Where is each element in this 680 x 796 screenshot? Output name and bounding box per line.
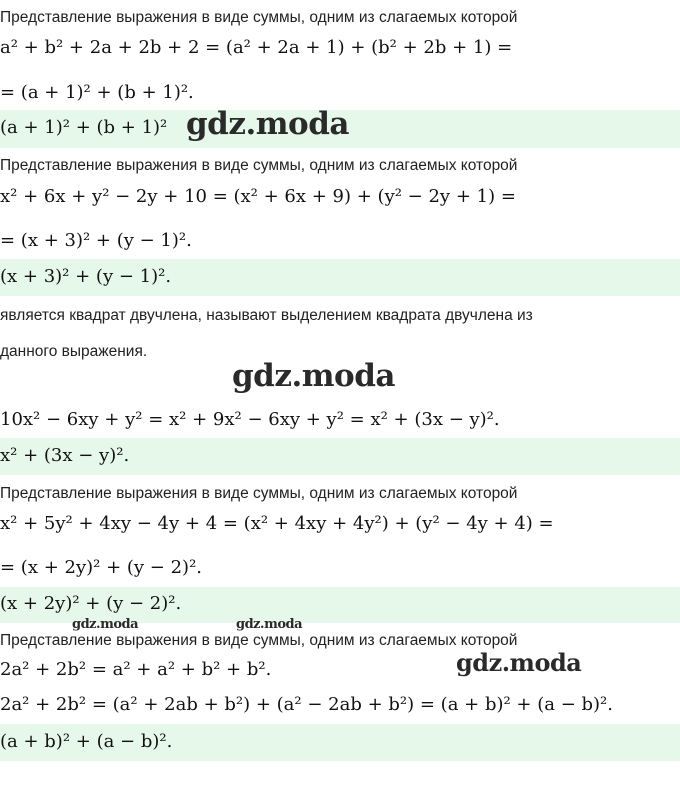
answer-text: (a + b)² + (a − b)².: [0, 731, 173, 752]
equation-line: = (a + 1)² + (b + 1)².: [0, 82, 194, 103]
definition-text: является квадрат двучлена, называют выделением квадрата двучлена из: [0, 307, 533, 324]
answer-text: (x + 2y)² + (y − 2)².: [0, 593, 182, 614]
equation-line: 10x² − 6xy + y² = x² + 9x² − 6xy + y² = x² + (3x − y)².: [0, 409, 500, 430]
answer-text: (x + 3)² + (y − 1)².: [0, 266, 172, 287]
watermark: gdz.moda: [232, 358, 395, 394]
equation-line: 2a² + 2b² = (a² + 2ab + b²) + (a² − 2ab + b²) = (a + b)² + (a − b)².: [0, 694, 613, 715]
equation-line: = (x + 3)² + (y − 1)².: [0, 230, 192, 251]
equation-line: x² + 6x + y² − 2y + 10 = (x² + 6x + 9) + (y² − 2y + 1) =: [0, 186, 516, 207]
intro-text: Представление выражения в виде суммы, одним из слагаемых которой: [0, 157, 518, 174]
watermark: gdz.moda: [72, 617, 139, 632]
equation-line: a² + b² + 2a + 2b + 2 = (a² + 2a + 1) + (b² + 2b + 1) =: [0, 37, 513, 58]
equation-line: x² + 5y² + 4xy − 4y + 4 = (x² + 4xy + 4y²) + (y² − 4y + 4) =: [0, 513, 554, 534]
intro-text: Представление выражения в виде суммы, одним из слагаемых которой: [0, 9, 518, 26]
equation-line: = (x + 2y)² + (y − 2)².: [0, 557, 203, 578]
watermark: gdz.moda: [186, 106, 349, 142]
answer-text: (a + 1)² + (b + 1)²: [0, 117, 168, 138]
intro-text: Представление выражения в виде суммы, одним из слагаемых которой: [0, 632, 518, 649]
intro-text: Представление выражения в виде суммы, одним из слагаемых которой: [0, 485, 518, 502]
answer-text: x² + (3x − y)².: [0, 445, 130, 466]
definition-text: данного выражения.: [0, 343, 148, 360]
equation-line: 2a² + 2b² = a² + a² + b² + b².: [0, 659, 272, 680]
watermark: gdz.moda: [236, 617, 303, 632]
watermark: gdz.moda: [456, 648, 582, 677]
